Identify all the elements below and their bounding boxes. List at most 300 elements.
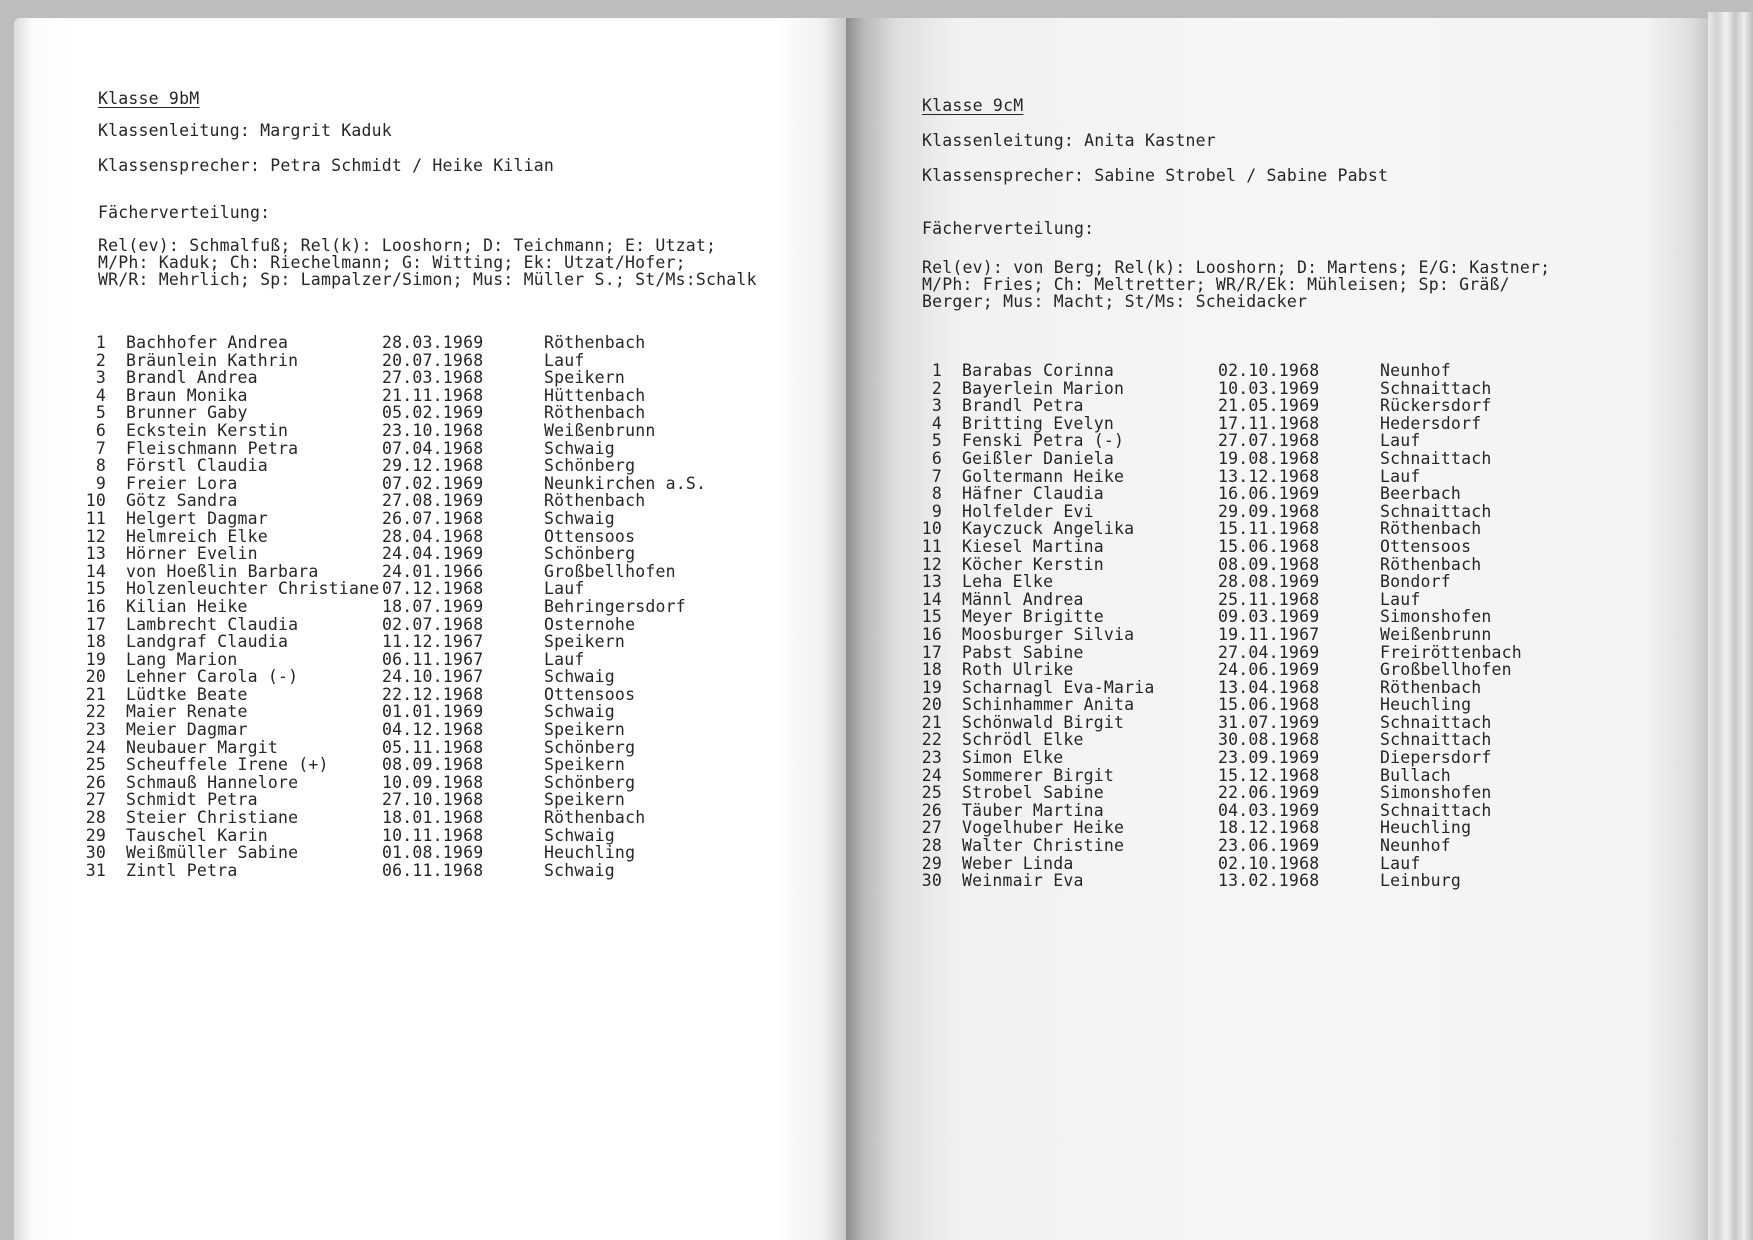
- student-row: [14, 633, 846, 651]
- student-row: [846, 749, 1708, 767]
- student-number: 6: [95, 420, 106, 440]
- student-row: [14, 580, 846, 598]
- student-name: Leha Elke: [962, 572, 1054, 592]
- student-birthdate: 19.11.1967: [1218, 624, 1320, 644]
- student-row: [14, 422, 846, 440]
- student-name: Schmauß Hannelore: [126, 772, 299, 792]
- subjects-line: Rel(ev): Schmalfuß; Rel(k): Looshorn; D: Teichmann; E: Utzat;: [98, 236, 717, 255]
- student-hometown: Röthenbach: [544, 491, 646, 511]
- student-number: 3: [931, 396, 942, 416]
- student-number: 29: [85, 825, 106, 845]
- student-number: 9: [931, 501, 942, 521]
- student-number: 2: [95, 350, 106, 370]
- left-page: [14, 18, 846, 1240]
- student-number: 1: [95, 333, 106, 352]
- student-name: Neubauer Margit: [126, 737, 279, 757]
- student-name: Bachhofer Andrea: [126, 333, 289, 352]
- student-number: 27: [921, 818, 942, 838]
- student-name: Schmidt Petra: [126, 790, 258, 810]
- student-birthdate: 09.03.1969: [1218, 607, 1320, 627]
- student-row: [14, 563, 846, 581]
- student-number: 23: [85, 720, 106, 740]
- student-name: Geißler Daniela: [962, 448, 1115, 468]
- student-birthdate: 21.11.1968: [382, 385, 484, 405]
- student-birthdate: 24.10.1967: [382, 667, 484, 687]
- student-hometown: Schwaig: [544, 825, 615, 845]
- student-number: 5: [95, 403, 106, 423]
- student-row: [846, 696, 1708, 714]
- student-hometown: Großbellhofen: [1380, 660, 1512, 680]
- student-number: 30: [85, 843, 106, 863]
- student-row: [846, 362, 1708, 380]
- student-name: Helmreich Elke: [126, 526, 268, 546]
- student-hometown: Röthenbach: [1380, 677, 1482, 697]
- student-row: [14, 352, 846, 370]
- subjects-line: M/Ph: Kaduk; Ch: Riechelmann; G: Witting; Ek: Utzat/Hofer;: [98, 253, 686, 272]
- student-birthdate: 15.11.1968: [1218, 519, 1320, 539]
- student-hometown: Neunkirchen a.S.: [544, 473, 707, 493]
- student-hometown: Schnaittach: [1380, 712, 1492, 732]
- student-hometown: Lauf: [544, 579, 585, 599]
- student-number: 5: [931, 431, 942, 451]
- student-row: [846, 450, 1708, 468]
- student-name: von Hoeßlin Barbara: [126, 561, 319, 581]
- student-name: Tauschel Karin: [126, 825, 268, 845]
- student-number: 28: [921, 836, 942, 856]
- student-name: Steier Christiane: [126, 808, 299, 828]
- student-hometown: Ottensoos: [544, 684, 636, 704]
- student-hometown: Heuchling: [1380, 818, 1472, 838]
- book-edge: [1708, 12, 1753, 1240]
- student-hometown: Schwaig: [544, 667, 615, 687]
- student-row: [846, 415, 1708, 433]
- student-hometown: Osternohe: [544, 614, 636, 634]
- student-birthdate: 07.04.1968: [382, 438, 484, 458]
- student-hometown: Schnaittach: [1380, 378, 1492, 398]
- student-hometown: Heuchling: [1380, 695, 1472, 715]
- student-name: Braun Monika: [126, 385, 248, 405]
- subjects-line: M/Ph: Fries; Ch: Meltretter; WR/R/Ek: Mühleisen; Sp: Gräß/: [922, 275, 1510, 294]
- student-name: Kiesel Martina: [962, 536, 1104, 556]
- student-name: Fenski Petra (-): [962, 431, 1125, 451]
- student-hometown: Hedersdorf: [1380, 413, 1482, 433]
- student-name: Scharnagl Eva-Maria: [962, 677, 1155, 697]
- student-row: [846, 731, 1708, 749]
- student-name: Kilian Heike: [126, 596, 248, 616]
- student-number: 10: [85, 491, 106, 511]
- student-birthdate: 28.03.1969: [382, 333, 484, 352]
- student-row: [14, 703, 846, 721]
- student-name: Helgert Dagmar: [126, 508, 268, 528]
- student-row: [14, 844, 846, 862]
- student-row: [846, 714, 1708, 732]
- student-birthdate: 18.01.1968: [382, 808, 484, 828]
- student-birthdate: 22.12.1968: [382, 684, 484, 704]
- student-birthdate: 05.11.1968: [382, 737, 484, 757]
- student-name: Strobel Sabine: [962, 783, 1104, 803]
- student-birthdate: 10.11.1968: [382, 825, 484, 845]
- student-birthdate: 11.12.1967: [382, 632, 484, 652]
- student-list: [14, 334, 846, 879]
- student-birthdate: 08.09.1968: [382, 755, 484, 775]
- student-name: Goltermann Heike: [962, 466, 1125, 486]
- student-hometown: Schnaittach: [1380, 800, 1492, 820]
- student-row: [14, 756, 846, 774]
- student-row: [846, 855, 1708, 873]
- subjects-heading: Fächerverteilung:: [922, 219, 1095, 238]
- student-row: [846, 872, 1708, 890]
- student-hometown: Freiröttenbach: [1380, 642, 1522, 662]
- student-hometown: Lauf: [1380, 853, 1421, 873]
- student-number: 16: [85, 596, 106, 616]
- student-row: [14, 668, 846, 686]
- student-row: [846, 503, 1708, 521]
- student-row: [14, 369, 846, 387]
- student-name: Eckstein Kerstin: [126, 420, 289, 440]
- student-birthdate: 05.02.1969: [382, 403, 484, 423]
- student-birthdate: 20.07.1968: [382, 350, 484, 370]
- student-row: [846, 380, 1708, 398]
- student-number: 28: [85, 808, 106, 828]
- student-name: Kayczuck Angelika: [962, 519, 1135, 539]
- subjects-heading: Fächerverteilung:: [98, 203, 271, 222]
- student-birthdate: 27.04.1969: [1218, 642, 1320, 662]
- student-birthdate: 27.03.1968: [382, 368, 484, 388]
- student-hometown: Schnaittach: [1380, 501, 1492, 521]
- student-hometown: Speikern: [544, 755, 626, 775]
- student-number: 21: [921, 712, 942, 732]
- student-row: [846, 802, 1708, 820]
- student-name: Holzenleuchter Christiane: [126, 579, 380, 599]
- student-row: [846, 819, 1708, 837]
- student-name: Simon Elke: [962, 748, 1064, 768]
- subjects-line: Berger; Mus: Macht; St/Ms: Scheidacker: [922, 292, 1308, 311]
- student-row: [846, 468, 1708, 486]
- student-hometown: Lauf: [544, 649, 585, 669]
- student-row: [846, 679, 1708, 697]
- student-name: Bayerlein Marion: [962, 378, 1125, 398]
- student-name: Brunner Gaby: [126, 403, 248, 423]
- student-name: Brandl Andrea: [126, 368, 258, 388]
- student-row: [846, 556, 1708, 574]
- student-birthdate: 15.12.1968: [1218, 765, 1320, 785]
- student-number: 25: [85, 755, 106, 775]
- student-hometown: Bullach: [1380, 765, 1451, 785]
- student-number: 25: [921, 783, 942, 803]
- student-row: [14, 739, 846, 757]
- student-birthdate: 29.09.1968: [1218, 501, 1320, 521]
- student-name: Häfner Claudia: [962, 484, 1104, 504]
- student-birthdate: 06.11.1968: [382, 860, 484, 880]
- student-hometown: Speikern: [544, 368, 626, 388]
- student-hometown: Schnaittach: [1380, 730, 1492, 750]
- student-hometown: Schönberg: [544, 737, 636, 757]
- student-number: 4: [95, 385, 106, 405]
- student-number: 13: [85, 544, 106, 564]
- student-hometown: Weißenbrunn: [1380, 624, 1492, 644]
- student-row: [14, 510, 846, 528]
- student-birthdate: 13.02.1968: [1218, 871, 1320, 891]
- student-birthdate: 23.06.1969: [1218, 836, 1320, 856]
- student-row: [14, 616, 846, 634]
- student-birthdate: 30.08.1968: [1218, 730, 1320, 750]
- student-number: 6: [931, 448, 942, 468]
- student-name: Schrödl Elke: [962, 730, 1084, 750]
- student-birthdate: 27.10.1968: [382, 790, 484, 810]
- student-number: 30: [921, 871, 942, 891]
- student-list: [846, 362, 1708, 890]
- student-hometown: Simonshofen: [1380, 783, 1492, 803]
- student-name: Fleischmann Petra: [126, 438, 299, 458]
- student-birthdate: 26.07.1968: [382, 508, 484, 528]
- student-birthdate: 04.12.1968: [382, 720, 484, 740]
- student-name: Weber Linda: [962, 853, 1074, 873]
- student-hometown: Lauf: [544, 350, 585, 370]
- student-number: 14: [85, 561, 106, 581]
- student-number: 31: [85, 860, 106, 880]
- student-number: 21: [85, 684, 106, 704]
- student-number: 24: [85, 737, 106, 757]
- student-hometown: Behringersdorf: [544, 596, 686, 616]
- student-number: 11: [85, 508, 106, 528]
- student-number: 14: [921, 589, 942, 609]
- student-hometown: Weißenbrunn: [544, 420, 656, 440]
- student-name: Landgraf Claudia: [126, 632, 289, 652]
- student-number: 7: [95, 438, 106, 458]
- student-birthdate: 24.04.1969: [382, 544, 484, 564]
- student-birthdate: 28.04.1968: [382, 526, 484, 546]
- student-birthdate: 24.06.1969: [1218, 660, 1320, 680]
- student-hometown: Diepersdorf: [1380, 748, 1492, 768]
- student-birthdate: 22.06.1969: [1218, 783, 1320, 803]
- student-hometown: Simonshofen: [1380, 607, 1492, 627]
- student-row: [846, 644, 1708, 662]
- student-hometown: Schnaittach: [1380, 448, 1492, 468]
- student-hometown: Ottensoos: [544, 526, 636, 546]
- student-name: Weißmüller Sabine: [126, 843, 299, 863]
- student-number: 26: [85, 772, 106, 792]
- class-title: Klasse 9cM: [922, 96, 1024, 115]
- student-hometown: Bondorf: [1380, 572, 1451, 592]
- student-name: Barabas Corinna: [962, 361, 1115, 380]
- student-name: Brandl Petra: [962, 396, 1084, 416]
- student-hometown: Röthenbach: [1380, 519, 1482, 539]
- student-hometown: Röthenbach: [1380, 554, 1482, 574]
- student-row: [14, 475, 846, 493]
- student-row: [846, 767, 1708, 785]
- student-birthdate: 16.06.1969: [1218, 484, 1320, 504]
- student-name: Köcher Kerstin: [962, 554, 1104, 574]
- student-name: Freier Lora: [126, 473, 238, 493]
- student-hometown: Heuchling: [544, 843, 636, 863]
- student-birthdate: 10.03.1969: [1218, 378, 1320, 398]
- student-name: Britting Evelyn: [962, 413, 1115, 433]
- student-row: [14, 862, 846, 880]
- student-number: 8: [931, 484, 942, 504]
- student-birthdate: 02.10.1968: [1218, 853, 1320, 873]
- student-row: [14, 457, 846, 475]
- subjects-line: Rel(ev): von Berg; Rel(k): Looshorn; D: Martens; E/G: Kastner;: [922, 258, 1551, 277]
- student-number: 9: [95, 473, 106, 493]
- student-birthdate: 07.02.1969: [382, 473, 484, 493]
- class-teacher: Klassenleitung: Margrit Kaduk: [98, 121, 392, 140]
- student-name: Schinhammer Anita: [962, 695, 1135, 715]
- student-row: [14, 791, 846, 809]
- student-number: 23: [921, 748, 942, 768]
- student-number: 17: [85, 614, 106, 634]
- student-birthdate: 13.04.1968: [1218, 677, 1320, 697]
- student-name: Männl Andrea: [962, 589, 1084, 609]
- student-row: [846, 397, 1708, 415]
- student-hometown: Speikern: [544, 720, 626, 740]
- student-row: [14, 651, 846, 669]
- student-row: [14, 721, 846, 739]
- student-birthdate: 23.09.1969: [1218, 748, 1320, 768]
- student-birthdate: 18.12.1968: [1218, 818, 1320, 838]
- student-name: Bräunlein Kathrin: [126, 350, 299, 370]
- student-name: Holfelder Evi: [962, 501, 1094, 521]
- student-row: [14, 827, 846, 845]
- student-number: 22: [921, 730, 942, 750]
- student-hometown: Schönberg: [544, 544, 636, 564]
- student-birthdate: 15.06.1968: [1218, 695, 1320, 715]
- class-teacher: Klassenleitung: Anita Kastner: [922, 131, 1216, 150]
- student-number: 10: [921, 519, 942, 539]
- student-birthdate: 18.07.1969: [382, 596, 484, 616]
- student-name: Lang Marion: [126, 649, 238, 669]
- student-hometown: Lauf: [1380, 431, 1421, 451]
- student-name: Förstl Claudia: [126, 456, 268, 476]
- student-row: [846, 520, 1708, 538]
- student-number: 4: [931, 413, 942, 433]
- student-number: 7: [931, 466, 942, 486]
- student-birthdate: 10.09.1968: [382, 772, 484, 792]
- student-number: 12: [921, 554, 942, 574]
- student-number: 15: [85, 579, 106, 599]
- student-hometown: Speikern: [544, 632, 626, 652]
- student-birthdate: 27.07.1968: [1218, 431, 1320, 451]
- student-row: [14, 545, 846, 563]
- student-row: [846, 538, 1708, 556]
- student-birthdate: 15.06.1968: [1218, 536, 1320, 556]
- student-hometown: Röthenbach: [544, 808, 646, 828]
- student-number: 27: [85, 790, 106, 810]
- student-name: Schönwald Birgit: [962, 712, 1125, 732]
- subjects-line: WR/R: Mehrlich; Sp: Lampalzer/Simon; Mus: Müller S.; St/Ms:Schalk: [98, 270, 757, 289]
- student-hometown: Lauf: [1380, 589, 1421, 609]
- student-number: 20: [85, 667, 106, 687]
- student-row: [846, 485, 1708, 503]
- student-number: 22: [85, 702, 106, 722]
- student-birthdate: 01.08.1969: [382, 843, 484, 863]
- student-row: [14, 774, 846, 792]
- student-birthdate: 13.12.1968: [1218, 466, 1320, 486]
- student-number: 2: [931, 378, 942, 398]
- student-hometown: Neunhof: [1380, 836, 1451, 856]
- student-row: [846, 573, 1708, 591]
- student-number: 18: [921, 660, 942, 680]
- student-row: [14, 686, 846, 704]
- student-birthdate: 02.10.1968: [1218, 361, 1320, 380]
- student-hometown: Neunhof: [1380, 361, 1451, 380]
- student-number: 13: [921, 572, 942, 592]
- student-name: Vogelhuber Heike: [962, 818, 1125, 838]
- right-page: [846, 18, 1708, 1240]
- student-birthdate: 27.08.1969: [382, 491, 484, 511]
- student-name: Zintl Petra: [126, 860, 238, 880]
- student-name: Meier Dagmar: [126, 720, 248, 740]
- student-hometown: Röthenbach: [544, 403, 646, 423]
- student-hometown: Schönberg: [544, 456, 636, 476]
- student-name: Täuber Martina: [962, 800, 1104, 820]
- student-row: [14, 809, 846, 827]
- student-hometown: Rückersdorf: [1380, 396, 1492, 416]
- student-row: [14, 334, 846, 352]
- student-row: [14, 387, 846, 405]
- student-name: Moosburger Silvia: [962, 624, 1135, 644]
- student-row: [14, 404, 846, 422]
- student-number: 20: [921, 695, 942, 715]
- student-birthdate: 31.07.1969: [1218, 712, 1320, 732]
- student-row: [846, 608, 1708, 626]
- student-name: Maier Renate: [126, 702, 248, 722]
- student-hometown: Ottensoos: [1380, 536, 1472, 556]
- student-number: 1: [931, 361, 942, 380]
- student-name: Götz Sandra: [126, 491, 238, 511]
- student-row: [846, 837, 1708, 855]
- student-birthdate: 02.07.1968: [382, 614, 484, 634]
- student-name: Lüdtke Beate: [126, 684, 248, 704]
- student-hometown: Beerbach: [1380, 484, 1462, 504]
- student-hometown: Schwaig: [544, 702, 615, 722]
- student-birthdate: 01.01.1969: [382, 702, 484, 722]
- student-number: 19: [921, 677, 942, 697]
- student-hometown: Leinburg: [1380, 871, 1462, 891]
- student-hometown: Lauf: [1380, 466, 1421, 486]
- student-number: 3: [95, 368, 106, 388]
- student-number: 29: [921, 853, 942, 873]
- student-birthdate: 07.12.1968: [382, 579, 484, 599]
- student-number: 26: [921, 800, 942, 820]
- student-row: [846, 432, 1708, 450]
- student-number: 19: [85, 649, 106, 669]
- student-number: 15: [921, 607, 942, 627]
- student-number: 12: [85, 526, 106, 546]
- student-birthdate: 29.12.1968: [382, 456, 484, 476]
- student-name: Walter Christine: [962, 836, 1125, 856]
- student-birthdate: 17.11.1968: [1218, 413, 1320, 433]
- student-birthdate: 21.05.1969: [1218, 396, 1320, 416]
- student-name: Sommerer Birgit: [962, 765, 1115, 785]
- student-birthdate: 28.08.1969: [1218, 572, 1320, 592]
- student-name: Lambrecht Claudia: [126, 614, 299, 634]
- student-number: 11: [921, 536, 942, 556]
- student-hometown: Speikern: [544, 790, 626, 810]
- student-number: 17: [921, 642, 942, 662]
- student-row: [14, 440, 846, 458]
- student-hometown: Hüttenbach: [544, 385, 646, 405]
- student-row: [846, 626, 1708, 644]
- student-name: Hörner Evelin: [126, 544, 258, 564]
- student-hometown: Schwaig: [544, 508, 615, 528]
- student-number: 16: [921, 624, 942, 644]
- student-name: Weinmair Eva: [962, 871, 1084, 891]
- student-hometown: Schönberg: [544, 772, 636, 792]
- student-row: [14, 492, 846, 510]
- student-row: [14, 598, 846, 616]
- class-speakers: Klassensprecher: Sabine Strobel / Sabine Pabst: [922, 166, 1389, 185]
- student-birthdate: 04.03.1969: [1218, 800, 1320, 820]
